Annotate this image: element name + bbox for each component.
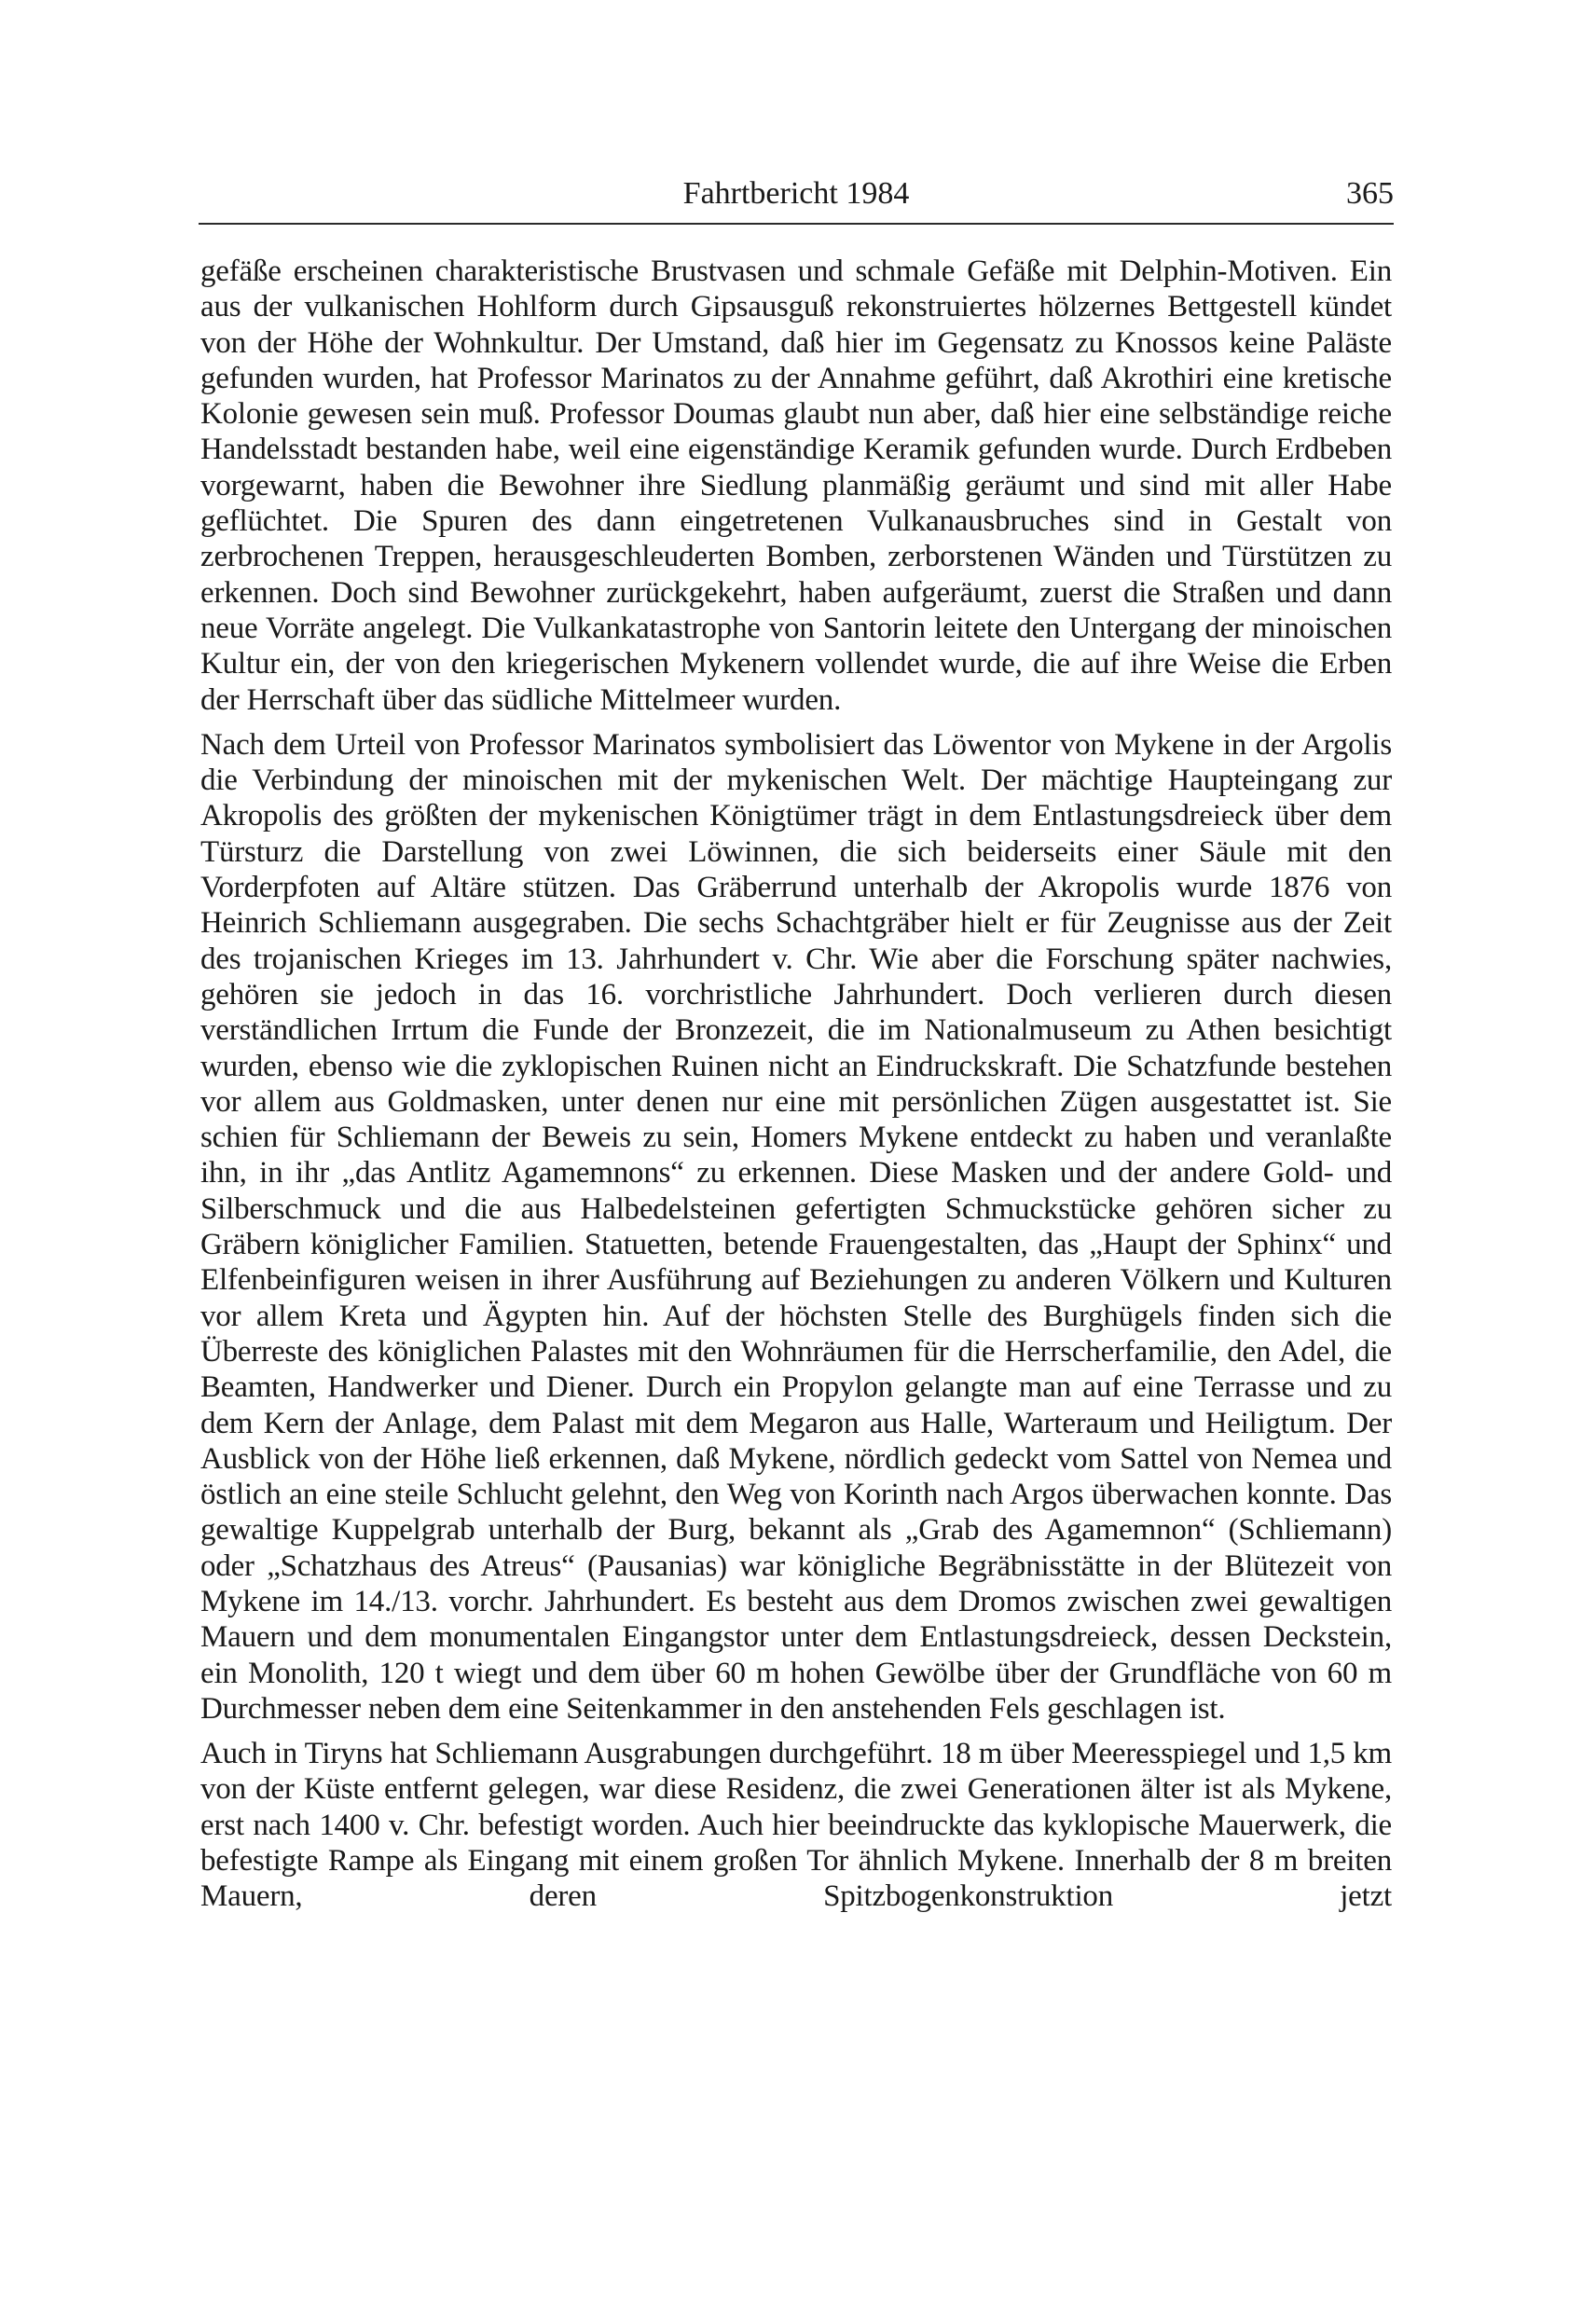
page-number: 365 [1346, 176, 1394, 211]
body-text [200, 254, 1392, 1915]
paragraph-tiryns: Auch in Tiryns hat Schliemann Ausgrabungen durchgeführt. 18 m über Meeresspiegel und 1,5 km von der Küste entfernt gelegen, war diese Residenz, die zwei Generationen älter ist als Mykene, erst nach 1400 v. Chr. befestigt worden. Auch hier beeindruckte das kyklopische Mauerwerk, die befestigte Rampe als Eingang mit einem großen Tor ähnlich Mykene. Innerhalb der 8 m breiten Mauern, deren Spitzbogenkonstruktion jetzt [200, 1737, 1392, 1914]
header-rule [199, 223, 1394, 225]
paragraph-akrothiri: gefäße erscheinen charakteristische Brustvasen und schmale Gefäße mit Delphin-Motiven. Ein aus der vulkanischen Hohlform durch Gipsausguß rekonstruiertes hölzernes Bettgestell kündet von der Höhe der Wohnkultur. Der Umstand, daß hier im Gegensatz zu Knossos keine Paläste gefunden wurden, hat Professor Marinatos zu der Annahme geführt, daß Akrothiri eine kretische Kolonie gewesen sein muß. Professor Doumas glaubt nun aber, daß hier eine selbständige reiche Handelsstadt bestanden habe, weil eine eigenständige Keramik gefunden wurde. Durch Erdbeben vorgewarnt, haben die Bewohner ihre Siedlung planmäßig geräumt und sind mit aller Habe geflüchtet. Die Spuren des dann eingetretenen Vulkanausbruches sind in Gestalt von zerbrochenen Treppen, herausgeschleuderten Bomben, zerborstenen Wänden und Türstützen zu erkennen. Doch sind Bewohner zurückgekehrt, haben aufgeräumt, zuerst die Straßen und dann neue Vorräte angelegt. Die Vulkankatastrophe von Santorin leitete den Untergang der minoischen Kultur ein, der von den kriegerischen Mykenern vollendet wurde, die auf ihre Weise die Erben der Herrschaft über das südliche Mittelmeer wurden. [200, 255, 1392, 717]
running-head [199, 173, 1394, 220]
paragraph-mykene: Nach dem Urteil von Professor Marinatos symbolisiert das Löwentor von Mykene in der Argolis die Verbindung der minoischen mit der mykenischen Welt. Der mächtige Haupteingang zur Akropolis des größten der mykenischen Königtümer trägt in dem Entlastungsdreieck über dem Türsturz die Darstellung von zwei Löwinnen, die sich beiderseits einer Säule mit den Vorderpfoten auf Altäre stützen. Das Gräberrund unterhalb der Akropolis wurde 1876 von Heinrich Schliemann ausgegraben. Die sechs Schachtgräber hielt er für Zeugnisse aus der Zeit des trojanischen Krieges im 13. Jahrhundert v. Chr. Wie aber die Forschung später nachwies, gehören sie jedoch in das 16. vorchristliche Jahrhundert. Doch verlieren durch diesen verständlichen Irrtum die Funde der Bronzezeit, die im Nationalmuseum zu Athen besichtigt wurden, ebenso wie die zyklopischen Ruinen nicht an Eindruckskraft. Die Schatzfunde bestehen vor allem aus Goldmasken, unter denen nur eine mit persönlichen Zügen ausgestattet ist. Sie schien für Schliemann der Beweis zu sein, Homers Mykene entdeckt zu haben und veranlaßte ihn, in ihr „das Antlitz Agamemnons“ zu erkennen. Diese Masken und der andere Gold- und Silberschmuck und die aus Halbedelsteinen gefertigten Schmuckstücke gehören sicher zu Gräbern königlicher Familien. Statuetten, betende Frauengestalten, das „Haupt der Sphinx“ und Elfenbeinfiguren weisen in ihrer Ausführung auf Beziehungen zu anderen Völkern und Kulturen vor allem Kreta und Ägypten hin. Auf der höchsten Stelle des Burghügels finden sich die Überreste des königlichen Palastes mit den Wohnräumen für die Herrscherfamilie, den Adel, die Beamten, Handwerker und Diener. Durch ein Propylon gelangte man auf eine Terrasse und zu dem Kern der Anlage, dem Palast mit dem Megaron aus Halle, Warteraum und Heiligtum. Der Ausblick von der Höhe ließ erkennen, daß Mykene, nördlich gedeckt vom Sattel von Nemea und östlich an eine steile Schlucht gelehnt, den Weg von Korinth nach Argos überwachen konnte. Das gewaltige Kuppelgrab unterhalb der Burg, bekannt als „Grab des Agamemnon“ (Schliemann) oder „Schatzhaus des Atreus“ (Pausanias) war königliche Begräbnisstätte in der Blütezeit von Mykene im 14./13. vorchr. Jahrhundert. Es besteht aus dem Dromos zwischen zwei gewaltigen Mauern und dem monumentalen Eingangstor unter dem Entlastungsdreieck, dessen Deckstein, ein Monolith, 120 t wiegt und dem über 60 m hohen Gewölbe über der Grundfläche von 60 m Durchmesser neben dem eine Seitenkammer in den anstehenden Fels geschlagen ist. [200, 727, 1392, 1726]
running-title: Fahrtbericht 1984 [682, 176, 910, 211]
